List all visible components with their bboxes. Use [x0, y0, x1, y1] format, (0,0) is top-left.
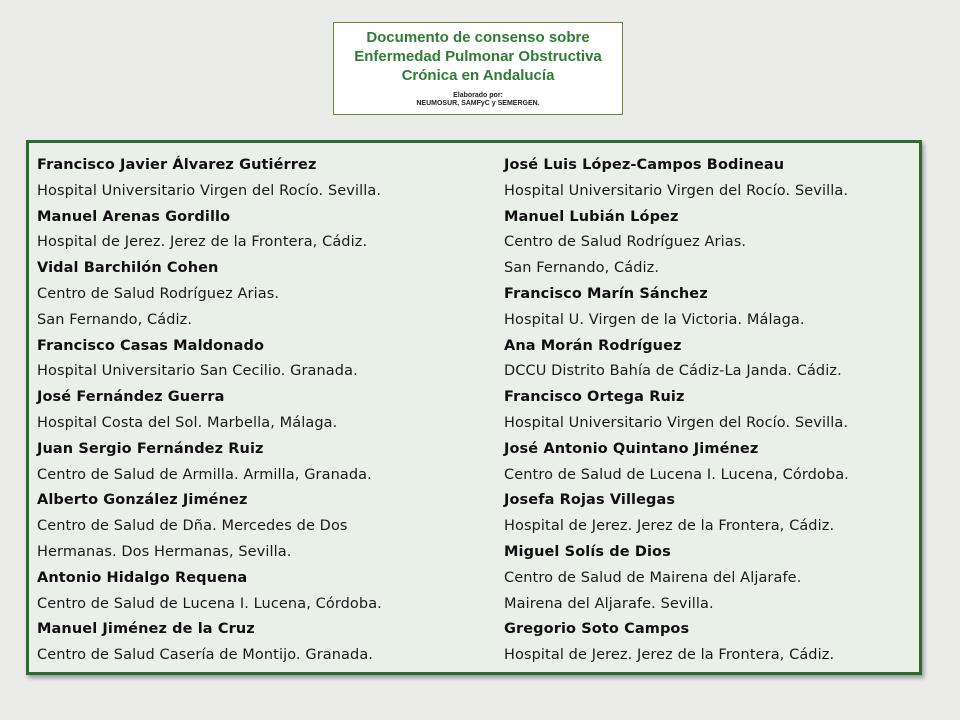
authors-panel [26, 140, 922, 675]
author-affiliation: Hospital de Jerez. Jerez de la Frontera, Cádiz. [504, 647, 835, 664]
author-affiliation: Centro de Salud de Lucena I. Lucena, Córdoba. [504, 466, 849, 483]
author-entry [37, 153, 382, 205]
author-affiliation: Centro de Salud Rodríguez Arias. [504, 234, 747, 251]
author-affiliation: San Fernando, Cádiz. [504, 260, 660, 277]
author-name: José Fernández Guerra [37, 389, 225, 406]
author-name: Miguel Solís de Dios [504, 543, 671, 560]
author-affiliation: Hospital Universitario Virgen del Rocío. Sevilla. [504, 182, 849, 199]
author-entry [504, 385, 849, 437]
author-affiliation: Centro de Salud de Mairena del Aljarafe. [504, 569, 802, 586]
logo-credits [334, 92, 622, 108]
author-entry [37, 205, 382, 257]
author-name: Francisco Javier Álvarez Gutiérrez [37, 157, 317, 173]
author-affiliation: DCCU Distrito Bahía de Cádiz-La Janda. Cádiz. [504, 363, 842, 380]
author-affiliation: Hospital Costa del Sol. Marbella, Málaga. [37, 414, 338, 431]
logo-title-line: Crónica en Andalucía [401, 67, 555, 84]
author-name: Ana Morán Rodríguez [504, 337, 682, 354]
author-affiliation: Centro de Salud Casería de Montijo. Granada. [37, 647, 374, 664]
author-entry [504, 153, 849, 205]
author-affiliation: Hospital U. Virgen de la Victoria. Málaga. [504, 311, 805, 328]
author-name: Alberto González Jiménez [37, 492, 248, 509]
author-entry [37, 566, 382, 618]
author-affiliation: Hospital de Jerez. Jerez de la Frontera, Cádiz. [504, 518, 835, 535]
author-entry [504, 488, 849, 540]
authors-column-right [504, 153, 849, 669]
author-name: José Luis López-Campos Bodineau [504, 157, 785, 173]
author-affiliation: Centro de Salud de Lucena I. Lucena, Córdoba. [37, 595, 382, 612]
author-entry [504, 540, 849, 617]
authors-column-left [37, 153, 382, 669]
author-entry [504, 334, 849, 386]
logo-title [334, 28, 622, 85]
author-entry [37, 385, 382, 437]
author-name: Manuel Arenas Gordillo [37, 208, 231, 225]
author-affiliation: Mairena del Aljarafe. Sevilla. [504, 595, 714, 612]
author-affiliation: Hospital Universitario Virgen del Rocío. Sevilla. [37, 182, 382, 199]
author-name: Manuel Lubián López [504, 208, 679, 225]
author-name: Antonio Hidalgo Requena [37, 569, 248, 586]
author-entry [504, 617, 849, 669]
author-entry [37, 256, 382, 333]
logo-title-line: Enfermedad Pulmonar Obstructiva [354, 48, 602, 65]
author-name: Gregorio Soto Campos [504, 621, 690, 638]
document-logo [333, 22, 623, 115]
author-entry [37, 334, 382, 386]
author-name: Manuel Jiménez de la Cruz [37, 621, 255, 638]
author-entry [37, 488, 382, 565]
author-affiliation: Hospital Universitario San Cecilio. Granada. [37, 363, 358, 380]
logo-elaborated-label: Elaborado por: [453, 92, 503, 99]
author-entry [37, 437, 382, 489]
author-entry [504, 205, 849, 282]
author-affiliation: San Fernando, Cádiz. [37, 311, 193, 328]
author-affiliation: Hospital Universitario Virgen del Rocío. Sevilla. [504, 414, 849, 431]
author-affiliation: Hermanas. Dos Hermanas, Sevilla. [37, 543, 292, 560]
author-name: Juan Sergio Fernández Ruiz [37, 440, 264, 457]
logo-elaborated-by: NEUMOSUR, SAMFyC y SEMERGEN. [416, 100, 540, 107]
author-name: Vidal Barchilón Cohen [37, 260, 219, 277]
logo-title-line: Documento de consenso sobre [366, 29, 590, 46]
author-name: Francisco Casas Maldonado [37, 337, 265, 354]
author-name: Francisco Ortega Ruiz [504, 389, 685, 406]
author-entry [37, 617, 382, 669]
author-name: José Antonio Quintano Jiménez [504, 440, 759, 457]
author-affiliation: Centro de Salud Rodríguez Arias. [37, 285, 280, 302]
author-entry [504, 437, 849, 489]
author-entry [504, 282, 849, 334]
author-name: Francisco Marín Sánchez [504, 285, 708, 302]
author-affiliation: Hospital de Jerez. Jerez de la Frontera, Cádiz. [37, 234, 368, 251]
author-affiliation: Centro de Salud de Dña. Mercedes de Dos [37, 518, 348, 535]
author-name: Josefa Rojas Villegas [504, 492, 676, 509]
author-affiliation: Centro de Salud de Armilla. Armilla, Granada. [37, 466, 372, 483]
